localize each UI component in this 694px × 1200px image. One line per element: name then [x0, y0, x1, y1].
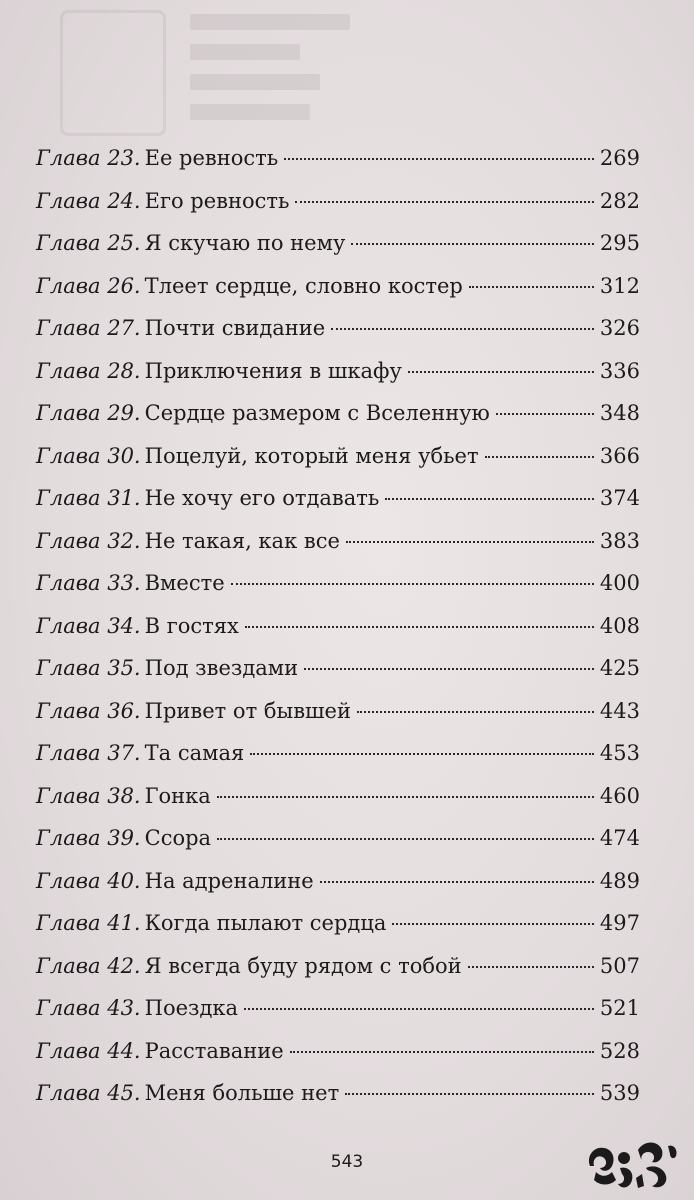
- chapter-page-number: 374: [599, 486, 640, 510]
- toc-entry: [36, 571, 640, 614]
- chapter-title: Ее ревность: [144, 146, 279, 170]
- dot-leader: [244, 1008, 594, 1010]
- chapter-title: Я скучаю по нему: [144, 231, 346, 255]
- toc-entry: [36, 486, 640, 529]
- toc-entry: [36, 996, 640, 1039]
- chapter-page-number: 460: [599, 783, 640, 808]
- chapter-label: Глава 29.: [36, 401, 141, 425]
- chapter-title: Тлеет сердце, словно костер: [144, 273, 463, 298]
- toc-entry: [36, 826, 640, 869]
- chapter-title: Меня больше нет: [144, 1081, 340, 1105]
- dot-leader: [320, 881, 594, 883]
- chapter-label: Глава 33.: [36, 571, 141, 595]
- dot-leader: [385, 498, 594, 500]
- toc-entry: [36, 231, 640, 274]
- dot-leader: [496, 413, 594, 415]
- chapter-title: Его ревность: [144, 188, 290, 213]
- chapter-label: Глава 27.: [36, 316, 141, 340]
- chapter-title: На адреналине: [144, 868, 314, 893]
- chapter-page-number: 408: [599, 613, 640, 638]
- table-of-contents: [36, 146, 640, 1124]
- chapter-page-number: 539: [599, 1081, 640, 1105]
- chapter-page-number: 443: [599, 698, 640, 723]
- chapter-page-number: 497: [599, 911, 640, 935]
- chapter-label: Глава 32.: [36, 528, 141, 553]
- chapter-page-number: 507: [599, 953, 640, 978]
- chapter-title: Вместе: [144, 571, 225, 595]
- toc-entry: [36, 316, 640, 359]
- chapter-page-number: 383: [599, 528, 640, 553]
- chapter-label: Глава 37.: [36, 741, 141, 765]
- toc-entry: [36, 529, 640, 572]
- toc-entry: [36, 146, 640, 189]
- dot-leader: [290, 1051, 594, 1053]
- dot-leader: [469, 286, 594, 288]
- chapter-page-number: 348: [599, 401, 640, 425]
- publisher-logo-icon: [582, 1128, 682, 1194]
- chapter-title: Гонка: [144, 783, 211, 808]
- chapter-page-number: 528: [599, 1038, 640, 1063]
- chapter-page-number: 366: [599, 443, 640, 468]
- toc-entry: [36, 911, 640, 954]
- dot-leader: [392, 923, 594, 925]
- chapter-page-number: 312: [599, 273, 640, 298]
- chapter-label: Глава 28.: [36, 358, 141, 383]
- dot-leader: [485, 456, 594, 458]
- toc-entry: [36, 1039, 640, 1082]
- chapter-title: Когда пылают сердца: [144, 911, 387, 935]
- chapter-title: Почти свидание: [144, 316, 326, 340]
- chapter-page-number: 295: [599, 231, 640, 255]
- chapter-page-number: 400: [599, 571, 640, 595]
- toc-entry: [36, 1081, 640, 1124]
- toc-entry: [36, 741, 640, 784]
- page-number: 543: [330, 1152, 364, 1172]
- chapter-title: Сердце размером с Вселенную: [144, 401, 490, 425]
- chapter-title: Я всегда буду рядом с тобой: [144, 953, 462, 978]
- chapter-label: Глава 34.: [36, 613, 141, 638]
- chapter-title: Приключения в шкафу: [144, 358, 402, 383]
- chapter-page-number: 489: [599, 868, 640, 893]
- chapter-label: Глава 25.: [36, 231, 141, 255]
- chapter-page-number: 336: [599, 358, 640, 383]
- chapter-title: Расставание: [144, 1038, 284, 1063]
- chapter-page-number: 425: [599, 656, 640, 680]
- dot-leader: [231, 583, 594, 585]
- chapter-title: Не такая, как все: [144, 528, 340, 553]
- toc-entry: [36, 614, 640, 657]
- chapter-label: Глава 23.: [36, 146, 141, 170]
- chapter-label: Глава 35.: [36, 656, 141, 680]
- dot-leader: [245, 626, 594, 628]
- toc-entry: [36, 274, 640, 317]
- bleed-through-decoration: [60, 10, 360, 140]
- chapter-title: В гостях: [144, 613, 239, 638]
- dot-leader: [468, 966, 594, 968]
- toc-entry: [36, 444, 640, 487]
- toc-entry: [36, 954, 640, 997]
- chapter-label: Глава 26.: [36, 273, 141, 298]
- chapter-title: Поцелуй, который меня убьет: [144, 443, 479, 468]
- chapter-label: Глава 38.: [36, 783, 141, 808]
- toc-entry: [36, 656, 640, 699]
- chapter-label: Глава 39.: [36, 826, 141, 850]
- chapter-title: Привет от бывшей: [144, 698, 351, 723]
- toc-entry: [36, 869, 640, 912]
- dot-leader: [284, 158, 594, 160]
- chapter-label: Глава 31.: [36, 486, 141, 510]
- chapter-title: Та самая: [144, 741, 245, 765]
- dot-leader: [357, 711, 594, 713]
- chapter-title: Ссора: [144, 826, 212, 850]
- toc-entry: [36, 189, 640, 232]
- toc-entry: [36, 784, 640, 827]
- chapter-label: Глава 43.: [36, 996, 141, 1020]
- chapter-label: Глава 45.: [36, 1081, 141, 1105]
- dot-leader: [351, 243, 594, 245]
- chapter-label: Глава 36.: [36, 698, 141, 723]
- dot-leader: [345, 1093, 594, 1095]
- toc-entry: [36, 401, 640, 444]
- chapter-label: Глава 42.: [36, 953, 141, 978]
- dot-leader: [295, 201, 593, 203]
- chapter-page-number: 282: [599, 188, 640, 213]
- chapter-page-number: 269: [599, 146, 640, 170]
- dot-leader: [217, 796, 594, 798]
- chapter-page-number: 326: [599, 316, 640, 340]
- dot-leader: [304, 668, 594, 670]
- dot-leader: [331, 328, 594, 330]
- dot-leader: [250, 753, 594, 755]
- chapter-label: Глава 41.: [36, 911, 141, 935]
- chapter-title: Не хочу его отдавать: [144, 486, 380, 510]
- chapter-label: Глава 24.: [36, 188, 141, 213]
- chapter-page-number: 521: [599, 996, 640, 1020]
- chapter-title: Поездка: [144, 996, 239, 1020]
- dot-leader: [346, 541, 594, 543]
- chapter-label: Глава 44.: [36, 1038, 141, 1063]
- chapter-label: Глава 40.: [36, 868, 141, 893]
- toc-entry: [36, 699, 640, 742]
- chapter-title: Под звездами: [144, 656, 299, 680]
- chapter-page-number: 453: [599, 741, 640, 765]
- chapter-label: Глава 30.: [36, 443, 141, 468]
- toc-entry: [36, 359, 640, 402]
- bleed-through-stamp: [60, 10, 166, 136]
- dot-leader: [217, 838, 594, 840]
- chapter-page-number: 474: [599, 826, 640, 850]
- dot-leader: [408, 371, 594, 373]
- bleed-through-lines: [190, 14, 360, 134]
